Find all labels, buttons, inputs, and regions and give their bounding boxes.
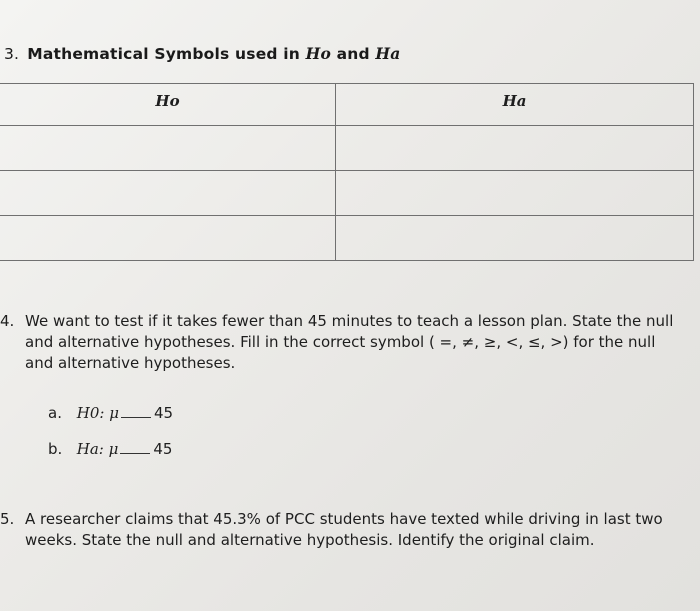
table-row <box>0 171 694 216</box>
part-b-blank[interactable] <box>120 440 150 454</box>
table-cell-ho[interactable] <box>0 126 336 171</box>
part-a-label: a. <box>48 404 62 422</box>
part-a-hypothesis: H0: μ <box>76 404 119 422</box>
question-5-text: A researcher claims that 45.3% of PCC students have texted while driving in last two weeks. State the null and alternative hypothesis. Identify the original claim. <box>25 510 663 549</box>
part-b-label: b. <box>48 440 63 458</box>
part-b <box>48 440 172 458</box>
question-4-number: 4. <box>0 312 15 330</box>
header-ho: Ho <box>0 84 336 126</box>
question-4 <box>0 311 680 374</box>
table-cell-ha[interactable] <box>336 171 694 216</box>
question-5-number: 5. <box>0 510 15 528</box>
title-and: and <box>331 45 376 63</box>
ha-symbol: Ha <box>375 44 401 63</box>
part-b-value: 45 <box>153 440 173 458</box>
question-5 <box>0 509 690 551</box>
table-row <box>0 216 694 261</box>
table-header-row <box>0 84 694 126</box>
ho-symbol: Ho <box>305 44 332 63</box>
table-cell-ho[interactable] <box>0 216 336 261</box>
table-cell-ho[interactable] <box>0 171 336 216</box>
part-a <box>48 404 173 422</box>
part-b-hypothesis: Ha: μ <box>76 440 119 458</box>
part-a-blank[interactable] <box>121 404 151 418</box>
table-row <box>0 126 694 171</box>
hypothesis-symbols-table <box>0 83 694 261</box>
header-ha: Ha <box>336 84 694 126</box>
question-3-title <box>4 44 401 63</box>
part-a-value: 45 <box>153 404 174 422</box>
table-cell-ha[interactable] <box>336 126 694 171</box>
question-3-title-text: Mathematical Symbols used in <box>27 45 306 63</box>
question-3-number: 3. <box>4 45 20 63</box>
question-4-text: We want to test if it takes fewer than 45 minutes to teach a lesson plan. State the null and alternative hypotheses. Fill in the correct symbol ( =, ≠, ≥, <, ≤, >) for the null and alternative hypotheses. <box>25 312 674 372</box>
table-cell-ha[interactable] <box>336 216 694 261</box>
